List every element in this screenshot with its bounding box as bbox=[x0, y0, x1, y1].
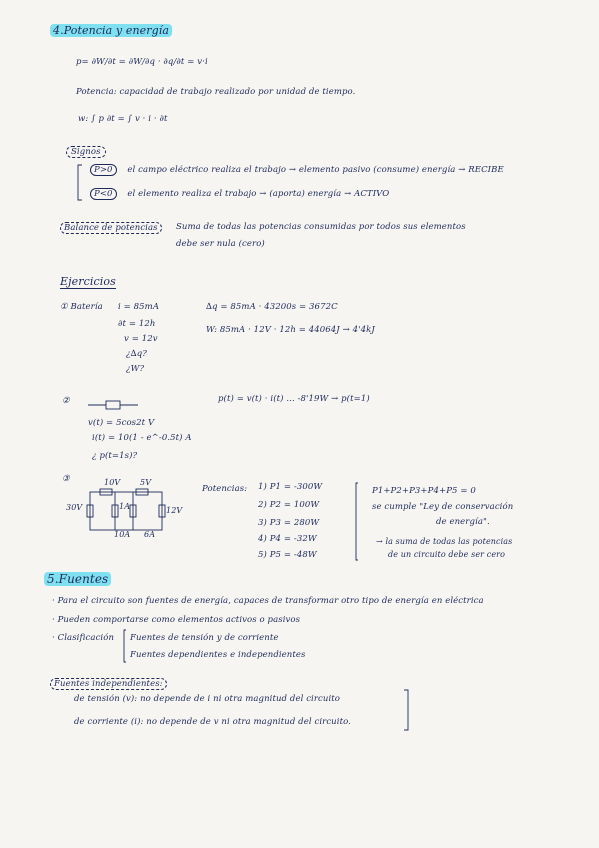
sources-classification-b: Fuentes dependientes e independientes bbox=[130, 650, 306, 660]
ex3-sum: P1+P2+P3+P4+P5 = 0 bbox=[372, 486, 476, 496]
circuit-label-12v: 12V bbox=[166, 506, 183, 515]
balance-text-1: Suma de todas las potencias consumidas por todos sus elementos bbox=[176, 222, 466, 232]
ex1-voltage: v = 12v bbox=[124, 334, 158, 344]
independent-sources-heading-text: Fuentes independientes: bbox=[54, 679, 163, 689]
ex1-label: ① Batería bbox=[60, 302, 103, 312]
independent-sources-heading bbox=[50, 678, 167, 690]
ex2-current: i(t) = 10(1 - e^-0.5t) A bbox=[92, 433, 192, 443]
ex3-note-1: → la suma de todas las potencias bbox=[376, 537, 513, 546]
exercises-heading: Ejercicios bbox=[60, 275, 116, 288]
sources-classification-a: Fuentes de tensión y de corriente bbox=[130, 633, 279, 643]
ex3-law-2: de energía". bbox=[436, 517, 490, 527]
independent-voltage-source: de tensión (v): no depende de i ni otra magnitud del circuito bbox=[74, 694, 341, 704]
power-definition: Potencia: capacidad de trabajo realizado por unidad de tiempo. bbox=[76, 87, 356, 97]
ex1-question-2: ¿W? bbox=[126, 364, 145, 374]
power-formula: p= ∂W/∂t = ∂W/∂q · ∂q/∂t = v·i bbox=[76, 57, 208, 67]
circuit-label-30v: 30V bbox=[66, 503, 83, 512]
circuit-label-5v: 5V bbox=[140, 478, 152, 487]
balance-label-text: Balance de potencias bbox=[64, 223, 158, 233]
balance-text-2: debe ser nula (cero) bbox=[176, 239, 265, 249]
sign-positive-cond: P>0 bbox=[90, 164, 117, 176]
sources-classification-label: · Clasificación bbox=[52, 633, 115, 643]
circuit-label-10v: 10V bbox=[104, 478, 121, 487]
independent-current-source: de corriente (i): no depende de v ni otra magnitud del circuito. bbox=[74, 717, 351, 727]
ex2-question: ¿ p(t=1s)? bbox=[92, 451, 138, 461]
ex1-current: i = 85mA bbox=[118, 302, 160, 312]
ex3-p3: 3) P3 = 280W bbox=[258, 518, 320, 528]
section-4-heading-text: 4.Potencia y energía bbox=[50, 24, 172, 37]
ex3-potencias-label: Potencias: bbox=[202, 484, 248, 494]
sources-bullet-1: · Para el circuito son fuentes de energía, capaces de transformar otro tipo de energía en eléctrica bbox=[52, 596, 484, 606]
ex2-voltage: v(t) = 5cos2t V bbox=[88, 418, 155, 428]
ex3-p2: 2) P2 = 100W bbox=[258, 500, 320, 510]
sign-negative-text: el elemento realiza el trabajo → (aporta) energía → ACTIVO bbox=[127, 189, 390, 199]
circuit-label-6a: 6A bbox=[144, 530, 156, 539]
sources-bullet-2: · Pueden comportarse como elementos activos o pasivos bbox=[52, 615, 301, 625]
energy-formula: w: ∫ p ∂t = ∫ v · i · ∂t bbox=[78, 114, 168, 124]
ex1-result-1: ∆q = 85mA · 43200s = 3672C bbox=[206, 302, 338, 312]
ex1-time: ∂t = 12h bbox=[118, 319, 156, 329]
section-5-heading-text: 5.Fuentes bbox=[44, 572, 111, 586]
circuit-label-10a: 10A bbox=[114, 530, 131, 539]
ex1-question-1: ¿∆q? bbox=[126, 349, 147, 359]
sign-negative-cond: P<0 bbox=[90, 188, 117, 200]
ex3-label: ③ bbox=[62, 474, 70, 484]
ex2-result: p(t) = v(t) · i(t) ... -8'19W → p(t=1) bbox=[218, 394, 370, 404]
ex1-result-2: W: 85mA · 12V · 12h = 44064J → 4'4kJ bbox=[206, 325, 375, 335]
sign-positive-text: el campo eléctrico realiza el trabajo → elemento pasivo (consume) energía → RECIBE bbox=[127, 165, 504, 175]
section-5-heading bbox=[44, 572, 111, 586]
ex3-note-2: de un circuito debe ser cero bbox=[388, 550, 505, 559]
ex2-label: ② bbox=[62, 396, 70, 406]
ex3-p5: 5) P5 = -48W bbox=[258, 550, 317, 560]
ex3-p4: 4) P4 = -32W bbox=[258, 534, 317, 544]
ex3-p1: 1) P1 = -300W bbox=[258, 482, 323, 492]
ex3-law-1: se cumple "Ley de conservación bbox=[372, 502, 514, 512]
signs-label-text: Signos bbox=[71, 147, 101, 157]
circuit-label-1a: 1A bbox=[119, 502, 131, 511]
